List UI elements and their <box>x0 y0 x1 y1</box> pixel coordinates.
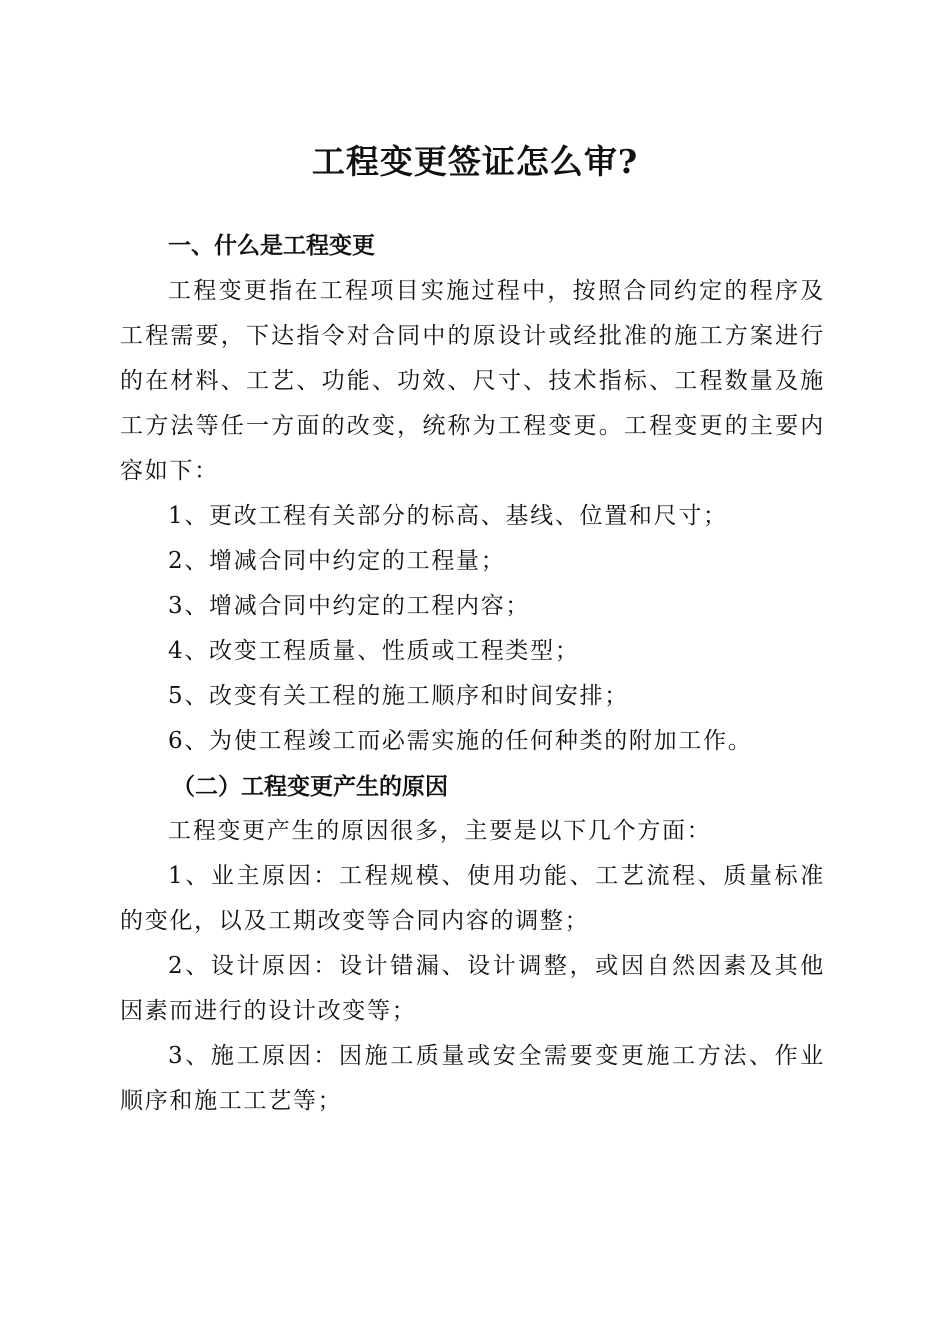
change-content-item: 3、增减合同中约定的工程内容； <box>168 593 531 619</box>
change-content-item: 5、改变有关工程的施工顺序和时间安排； <box>168 683 629 709</box>
change-content-item: 2、增减合同中约定的工程量； <box>168 548 506 574</box>
section-heading-change-causes: （二）工程变更产生的原因 <box>172 773 448 800</box>
document-body <box>120 224 825 1124</box>
cause-item: 3、施工原因：因施工质量或安全需要变更施工方法、作业顺序和施工工艺等； <box>120 1043 825 1114</box>
cause-item: 1、业主原因：工程规模、使用功能、工艺流程、质量标准的变化，以及工期改变等合同内容的调整； <box>120 863 825 934</box>
change-content-item: 4、改变工程质量、性质或工程类型； <box>168 638 580 664</box>
change-content-item: 6、为使工程竣工而必需实施的任何种类的附加工作。 <box>168 728 753 754</box>
change-content-item: 1、更改工程有关部分的标高、基线、位置和尺寸； <box>168 503 728 529</box>
section2-intro-paragraph: 工程变更产生的原因很多，主要是以下几个方面： <box>168 818 712 844</box>
section-heading-what-is-change: 一、什么是工程变更 <box>168 233 375 259</box>
page-title: 工程变更签证怎么审? <box>311 142 639 181</box>
cause-item: 2、设计原因：设计错漏、设计调整，或因自然因素及其他因素而进行的设计改变等； <box>120 953 825 1024</box>
section1-intro-paragraph: 工程变更指在工程项目实施过程中，按照合同约定的程序及工程需要，下达指令对合同中的原设计或经批准的施工方案进行的在材料、工艺、功能、功效、尺寸、技术指标、工程数量及施工方法等任一方面的改变，统称为工程变更。工程变更的主要内容如下： <box>120 278 825 484</box>
